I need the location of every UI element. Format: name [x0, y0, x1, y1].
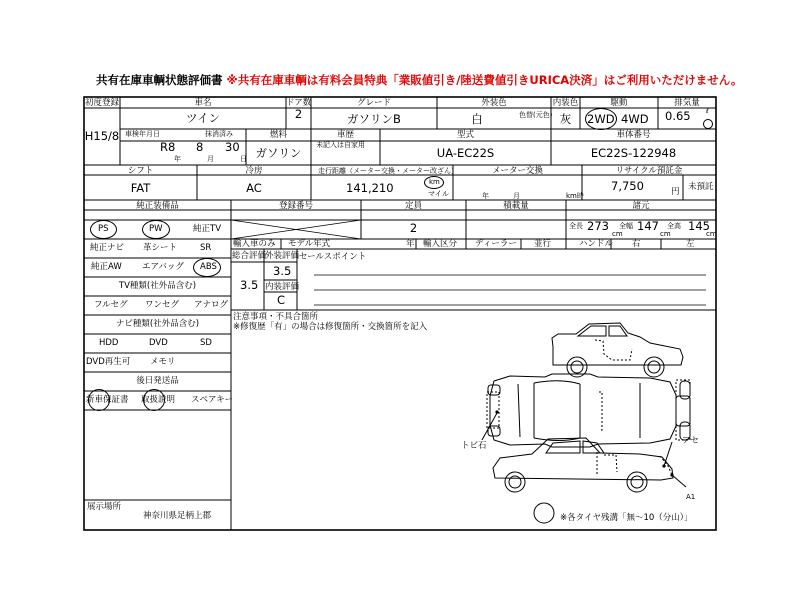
equip-tv: 純正TV: [193, 224, 222, 234]
model-value: UA-EC22S: [436, 146, 495, 160]
history-label: 車歴: [336, 130, 354, 140]
model-year-label: モデル年式: [288, 239, 331, 249]
navi-hdd: HDD: [99, 338, 119, 348]
tv-fullseg: フルセグ: [94, 300, 128, 310]
mile-unit: マイル: [428, 190, 449, 198]
equip-leather: 革シート: [143, 243, 178, 253]
tv-oneseg: ワンセグ: [145, 300, 180, 310]
exterior-color-value: 白: [471, 112, 483, 126]
width-unit: cm: [660, 230, 671, 238]
capacity-label: 定員: [404, 201, 422, 211]
fuel-label: 燃料: [269, 130, 287, 140]
handle-right: 右: [632, 239, 641, 249]
inspection-label: 車検年月日: [125, 130, 160, 138]
location-value: 神奈川県足柄上郡: [143, 511, 212, 521]
import-only-label: 輸入車のみ: [233, 239, 276, 249]
import-parallel: 並行: [534, 239, 552, 249]
car-side-top: [552, 323, 683, 377]
interior-score-value: C: [277, 293, 286, 307]
ac-label: 冷房: [245, 166, 263, 176]
notes-sub: ※修復歴「有」の場合は修復箇所・交換箇所を記入: [233, 322, 428, 332]
location-label: 展示場所: [87, 502, 122, 512]
tv-analog: アナログ: [194, 300, 229, 310]
grade-label: グレード: [356, 98, 391, 108]
width-label: 全幅: [619, 222, 633, 230]
meter-change-label: メーター交換: [491, 166, 543, 176]
mark-a1: A1: [686, 493, 696, 501]
navi-dvd: DVD: [149, 338, 168, 348]
length-label: 全長: [569, 222, 583, 230]
displacement-unit: ℓ: [706, 107, 709, 115]
fuel-value: ガソリン: [255, 146, 302, 160]
interior-color-label: 内装色: [552, 98, 579, 108]
mileage-label: 走行距離（メーター交換・メーター改ざん）: [318, 167, 458, 175]
after-manual: 取扱説明: [141, 395, 176, 405]
interior-color-value: 灰: [559, 112, 572, 126]
import-dealer: ディーラー: [475, 239, 517, 249]
chassis-value: EC22S-122948: [590, 146, 677, 160]
mark-ase: アセ: [682, 436, 699, 446]
equip-abs: ABS: [200, 262, 217, 272]
equip-title: 純正装備品: [136, 201, 179, 211]
meter-km-unit: km時: [566, 192, 584, 200]
equip-ps: PS: [98, 224, 109, 234]
overall-label: 総合評価: [232, 251, 267, 261]
interior-score-label: 内装評価: [265, 282, 300, 292]
exterior-score-value: 3.5: [273, 264, 292, 278]
tire-icon: [534, 503, 554, 523]
tv-title: TV種類(社外品含む): [118, 281, 197, 291]
inspection-month: 8: [196, 140, 204, 154]
sales-point-label: セールスポイント: [299, 252, 367, 262]
width-value: 147: [637, 219, 659, 233]
load-label: 積載量: [503, 201, 529, 211]
memory: メモリ: [150, 357, 176, 367]
import-class-label: 輸入区分: [423, 239, 458, 249]
shift-value: FAT: [130, 181, 151, 195]
car-name-value: ツイン: [186, 111, 220, 125]
model-label: 型式: [456, 130, 474, 140]
mark-tobi: トビ石: [461, 441, 487, 451]
equip-sr: SR: [200, 243, 212, 253]
car-side-bottom: [493, 438, 673, 492]
capacity-value: 2: [409, 221, 418, 235]
shift-label: シフト: [127, 166, 154, 176]
yen-unit: 円: [671, 187, 680, 197]
equip-navi: 純正ナビ: [90, 243, 125, 253]
color-change-note: 色替(元色): [519, 111, 553, 119]
equip-pw: PW: [149, 224, 163, 234]
ac-value: AC: [246, 181, 262, 195]
handle-left: 左: [686, 239, 695, 249]
tire-note: ※各タイヤ残溝「無～10（分山）」: [560, 513, 693, 523]
model-year-unit: 年: [406, 239, 415, 249]
first-reg-value: H15/8: [84, 129, 120, 143]
height-label: 全高: [667, 222, 681, 230]
exterior-score-label: 外装評価: [265, 251, 300, 261]
displacement-value: 0.65: [665, 109, 691, 123]
drive-4wd: 4WD: [621, 112, 649, 126]
car-name-label: 車名: [194, 98, 212, 108]
height-value: 145: [688, 219, 710, 233]
recycle-label: リサイクル預託金: [615, 166, 683, 176]
recycle-value: 7,750: [611, 179, 644, 193]
plate-label: 登録番号: [278, 201, 313, 211]
ase-leader: [664, 442, 672, 466]
navi-title: ナビ種類(社外品含む): [115, 319, 200, 329]
meter-year-unit: 年: [482, 192, 489, 200]
length-value: 273: [587, 219, 609, 233]
recycle-status: 未預託: [688, 182, 714, 192]
after-sparekey: スペアキー: [191, 395, 234, 405]
overall-value: 3.5: [240, 278, 259, 292]
km-unit: km: [429, 178, 440, 186]
inspection-day: 30: [225, 140, 240, 154]
car-top-view: [487, 374, 690, 447]
mileage-value: 141,210: [346, 181, 394, 195]
a1-leader: [672, 475, 686, 487]
handle-label: ハンドル: [579, 239, 614, 249]
dvd-play: DVD再生可: [86, 357, 131, 367]
unit-day: 日: [240, 155, 247, 163]
height-unit: cm: [706, 230, 717, 238]
drive-2wd: 2WD: [587, 112, 615, 126]
member-notice: ※共有在庫車輌は有料会員特典「業販値引き/陸送費値引きURICA決済」はご利用いただけません。: [226, 73, 743, 87]
document-title: 共有在庫車輌状態評価書: [96, 73, 223, 87]
grade-value: ガソリンB: [347, 112, 401, 126]
after-title: 後日発送品: [136, 376, 179, 386]
notes-title: 注意事項・不具合箇所: [233, 312, 319, 322]
equip-aw: 純正AW: [91, 262, 122, 272]
doors-label: ドア数: [286, 98, 312, 108]
dims-label: 諸元: [632, 201, 650, 211]
drive-label: 駆動: [610, 98, 628, 108]
history-note: 未記入は自家用: [316, 141, 365, 149]
navi-sd: SD: [200, 338, 212, 348]
length-unit: cm: [612, 230, 623, 238]
exterior-color-label: 外装色: [481, 98, 507, 108]
after-warranty: 新車保証書: [86, 395, 129, 405]
meter-month-unit: 月: [513, 192, 520, 200]
displacement-label: 排気量: [674, 98, 700, 108]
equip-airbag: エアバッグ: [142, 262, 184, 272]
unit-month: 月: [207, 155, 214, 163]
first-reg-label: 初度登録: [84, 98, 119, 108]
chassis-label: 車体番号: [616, 130, 651, 140]
doors-value: 2: [294, 107, 303, 121]
deregistered-label: 抹消済み: [205, 130, 233, 138]
unit-year: 年: [174, 155, 181, 163]
inspection-era: R8: [160, 140, 176, 154]
